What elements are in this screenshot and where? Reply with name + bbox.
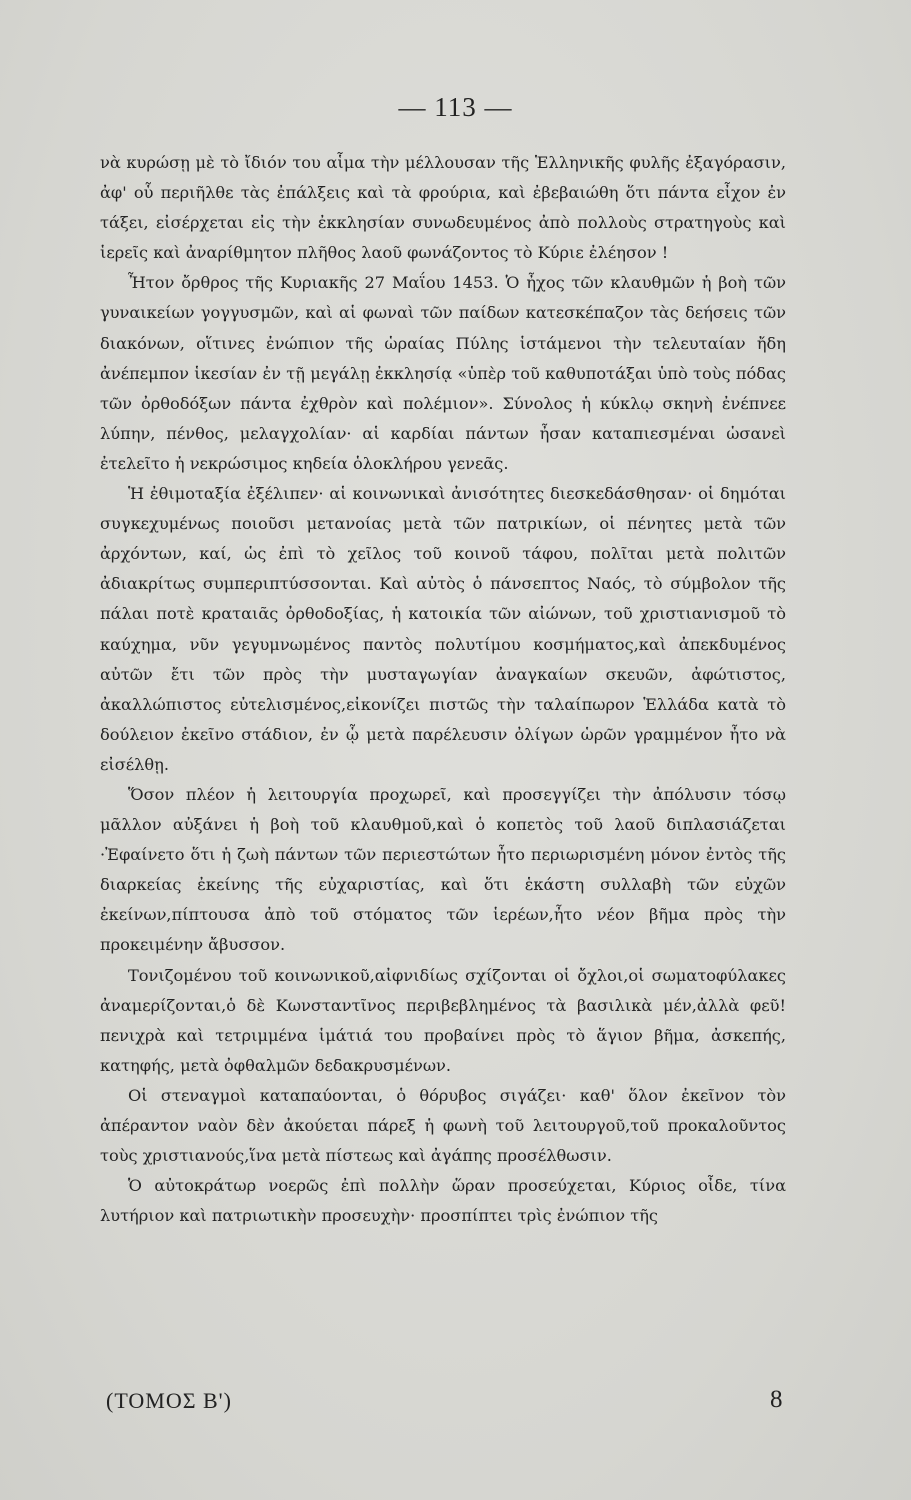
body-text	[100, 148, 786, 1231]
volume-signature: (ΤΟΜΟΣ Β')	[106, 1388, 232, 1413]
paragraph-1: νὰ κυρώσῃ μὲ τὸ ἴδιόν του αἷμα τὴν μέλλουσαν τῆς Ἑλληνικῆς φυλῆς ἐξαγόρασιν, ἀφ' οὗ περιῆλθε τὰς ἐπάλξεις καὶ τὰ φρούρια, καὶ ἐβεβαιώθη ὅτι πάντα εἶχον ἐν τάξει, εἰσέρχεται εἰς τὴν ἐκκλησίαν συνωδευμένος ἀπὸ πολλοὺς στρατηγοὺς καὶ ἱερεῖς καὶ ἀναρίθμητον πλῆθος λαοῦ φωνάζοντος τὸ Κύριε ἐλέησον !	[100, 153, 786, 263]
paragraph-2: Ἦτον ὄρθρος τῆς Κυριακῆς 27 Μαΐου 1453. Ὁ ἦχος τῶν κλαυθμῶν ἡ βοὴ τῶν γυναικείων γογγυσμῶν, καὶ αἱ φωναὶ τῶν παίδων κατεσκέπαζον τὰς δεήσεις τῶν διακόνων, οἵτινες ἐνώπιον τῆς ὡραίας Πύλης ἱστάμενοι τὴν τελευταίαν ἤδη ἀνέπεμπον ἱκεσίαν ἐν τῇ μεγάλῃ ἐκκλησίᾳ «ὑπὲρ τοῦ καθυποτάξαι ὑπὸ τοὺς πόδας τῶν ὀρθοδόξων πάντα ἐχθρὸν καὶ πολέμιον». Σύνολος ἡ κύκλῳ σκηνὴ ἐνέπνεε λύπην, πένθος, μελαγχολίαν· αἱ καρδίαι πάντων ἦσαν καταπιεσμέναι ὡσανεὶ ἐτελεῖτο ἡ νεκρώσιμος κηδεία ὁλοκλήρου γενεᾶς.	[100, 273, 786, 473]
paragraph-6: Οἱ στεναγμοὶ καταπαύονται, ὁ θόρυβος σιγάζει· καθ' ὅλον ἐκεῖνον τὸν ἀπέραντον ναὸν δὲν ἀκούεται πάρεξ ἡ φωνὴ τοῦ λειτουργοῦ,τοῦ προκαλοῦντος τοὺς χριστιανούς,ἵνα μετὰ πίστεως καὶ ἀγάπης προσέλθωσιν.	[100, 1085, 786, 1166]
paragraph-3: Ἡ ἐθιμοταξία ἐξέλιπεν· αἱ κοινωνικαὶ ἀνισότητες διεσκεδάσθησαν· οἱ δημόται συγκεχυμένως ποιοῦσι μετανοίας μετὰ τῶν πατρικίων, οἱ πένητες μετὰ τῶν ἀρχόντων, καί, ὡς ἐπὶ τὸ χεῖλος τοῦ κοινοῦ τάφου, πολῖται μετὰ πολιτῶν ἀδιακρίτως συμπεριπτύσσονται. Καὶ αὐτὸς ὁ πάνσεπτος Ναός, τὸ σύμβολον τῆς πάλαι ποτὲ κραταιᾶς ὀρθοδοξίας, ἡ κατοικία τῶν αἰώνων, τοῦ χριστιανισμοῦ τὸ καύχημα, νῦν γεγυμνωμένος παντὸς πολυτίμου κοσμήματος,καὶ ἀπεκδυμένος αὐτῶν ἔτι τῶν πρὸς τὴν μυσταγωγίαν ἀναγκαίων σκευῶν, ἀφώτιστος, ἀκαλλώπιστος εὐτελισμένος,εἰκονίζει πιστῶς τὴν ταλαίπωρον Ἑλλάδα κατὰ τὸ δούλειον ἐκεῖνο στάδιον, ἐν ᾧ μετὰ παρέλευσιν ὀλίγων ὡρῶν γραμμένον ἦτο νὰ εἰσέλθῃ.	[100, 484, 786, 774]
paragraph-4: Ὅσον πλέον ἡ λειτουργία προχωρεῖ, καὶ προσεγγίζει τὴν ἀπόλυσιν τόσῳ μᾶλλον αὐξάνει ἡ βοὴ τοῦ κλαυθμοῦ,καὶ ὁ κοπετὸς τοῦ λαοῦ διπλασιάζεται ·Ἐφαίνετο ὅτι ἡ ζωὴ πάντων τῶν περιεστώτων ἦτο περιωρισμένη μόνον ἐντὸς τῆς διαρκείας ἐκείνης τῆς εὐχαριστίας, καὶ ὅτι ἑκάστη συλλαβὴ τῶν εὐχῶν ἐκείνων,πίπτουσα ἀπὸ τοῦ στόματος τῶν ἱερέων,ἦτο νέον βῆμα πρὸς τὴν προκειμένην ἄβυσσον.	[100, 784, 786, 955]
paragraph-5: Τονιζομένου τοῦ κοινωνικοῦ,αἰφνιδίως σχίζονται οἱ ὄχλοι,οἱ σωματοφύλακες ἀναμερίζονται,ὁ δὲ Κωνσταντῖνος περιβεβλημένος τὰ βασιλικὰ μέν,ἀλλὰ φεῦ! πενιχρὰ καὶ τετριμμένα ἱμάτιά του προβαίνει πρὸς τὸ ἅγιον βῆμα, ἀσκεπής, κατηφής, μετὰ ὀφθαλμῶν δεδακρυσμένων.	[100, 965, 786, 1075]
gathering-signature: 8	[770, 1386, 783, 1413]
paragraph-7: Ὁ αὐτοκράτωρ νοερῶς ἐπὶ πολλὴν ὥραν προσεύχεται, Κύριος οἶδε, τίνα λυτήριον καὶ πατριωτικὴν προσευχὴν· προσπίπτει τρὶς ἐνώπιον τῆς	[100, 1176, 786, 1226]
page-number: — 113 —	[398, 92, 513, 122]
